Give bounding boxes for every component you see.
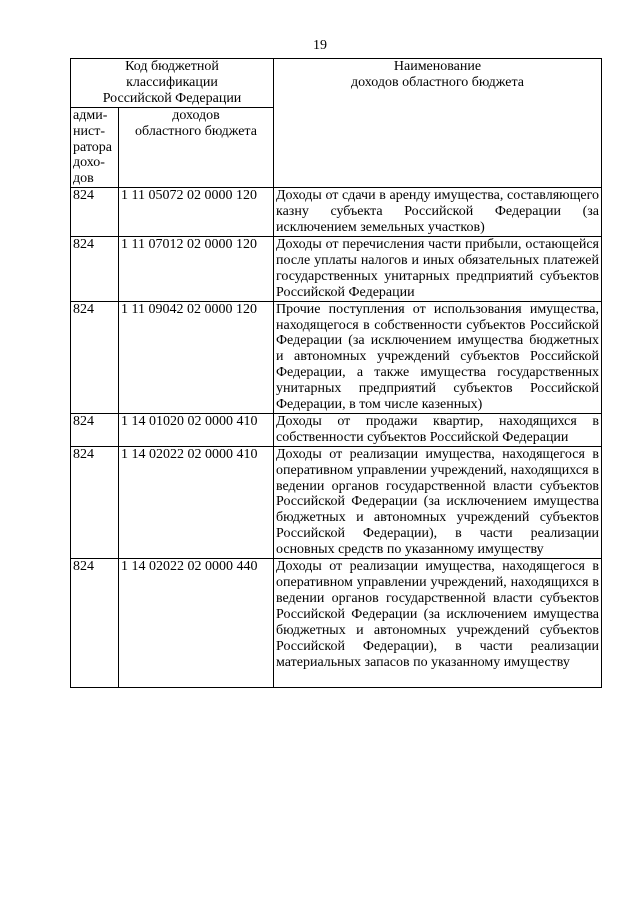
header-name-line: доходов областного бюджета [351,74,524,90]
revenue-name-cell: Прочие поступления от использования имущества, находящегося в собственности субъектов Российской Федерации (за исключением имущества бюджетных и автономных учреждений субъектов Российской Федерации, а также имущества государственных унитарных предприятий субъектов Российской Федерации, в том числе казенных) [274,301,602,413]
revenue-code-cell: 1 11 07012 02 0000 120 [119,236,274,301]
table-row [71,559,602,688]
admin-code-cell: 824 [71,188,119,237]
admin-code-cell: 824 [71,446,119,558]
header-group-line: Код бюджетной [125,59,219,74]
header-code-line: областного бюджета [135,123,257,139]
table-row [71,413,602,446]
revenue-name-cell: Доходы от сдачи в аренду имущества, составляющего казну субъекта Российской Федерации (за исключением земельных участков) [274,188,602,237]
page-number: 19 [313,38,327,53]
revenue-name-cell: Доходы от реализации имущества, находящегося в оперативном управлении учреждений, находящихся в ведении органов государственной власти субъектов Российской Федерации (за исключением имущества бюджетных и автономных учреждений субъектов Российской Федерации), в части реализации основных средств по указанному имуществу [274,446,602,558]
revenue-code-cell: 1 11 09042 02 0000 120 [119,301,274,413]
header-code-line: доходов [172,107,220,123]
header-admin-line: дохо- [73,155,105,171]
revenue-name-cell: Доходы от продажи квартир, находящихся в собственности субъектов Российской Федерации [274,413,602,446]
header-admin-line: ратора [73,139,112,155]
header-admin-line: дов [73,171,94,187]
header-revenue-name [274,59,602,188]
admin-code-cell: 824 [71,301,119,413]
revenue-name-cell: Доходы от реализации имущества, находящегося в оперативном управлении учреждений, находящихся в ведении органов государственной власти субъектов Российской Федерации (за исключением имущества бюджетных и автономных учреждений субъектов Российской Федерации), в части реализации материальных запасов по указанному имуществу [274,559,602,688]
header-administrator [71,107,119,188]
header-admin-line: адми- [73,107,108,123]
revenue-code-cell: 1 14 02022 02 0000 410 [119,446,274,558]
revenue-name-cell: Доходы от перечисления части прибыли, остающейся после уплаты налогов и иных обязательных платежей государственных унитарных предприятий субъектов Российской Федерации [274,236,602,301]
header-budget-classification-code [71,59,274,108]
table-row [71,236,602,301]
revenue-code-cell: 1 14 02022 02 0000 440 [119,559,274,688]
table-row [71,301,602,413]
table-header-row-top [71,59,602,108]
budget-classification-table [70,58,602,688]
admin-code-cell: 824 [71,559,119,688]
table-row [71,188,602,237]
header-name-line: Наименование [393,59,482,74]
header-admin-line: нист- [73,123,105,139]
header-regional-budget-revenue [119,107,274,188]
header-group-line: Российской Федерации [102,90,242,106]
admin-code-cell: 824 [71,236,119,301]
admin-code-cell: 824 [71,413,119,446]
table-row [71,446,602,558]
revenue-code-cell: 1 11 05072 02 0000 120 [119,188,274,237]
header-group-line: классификации [126,74,218,90]
revenue-code-cell: 1 14 01020 02 0000 410 [119,413,274,446]
